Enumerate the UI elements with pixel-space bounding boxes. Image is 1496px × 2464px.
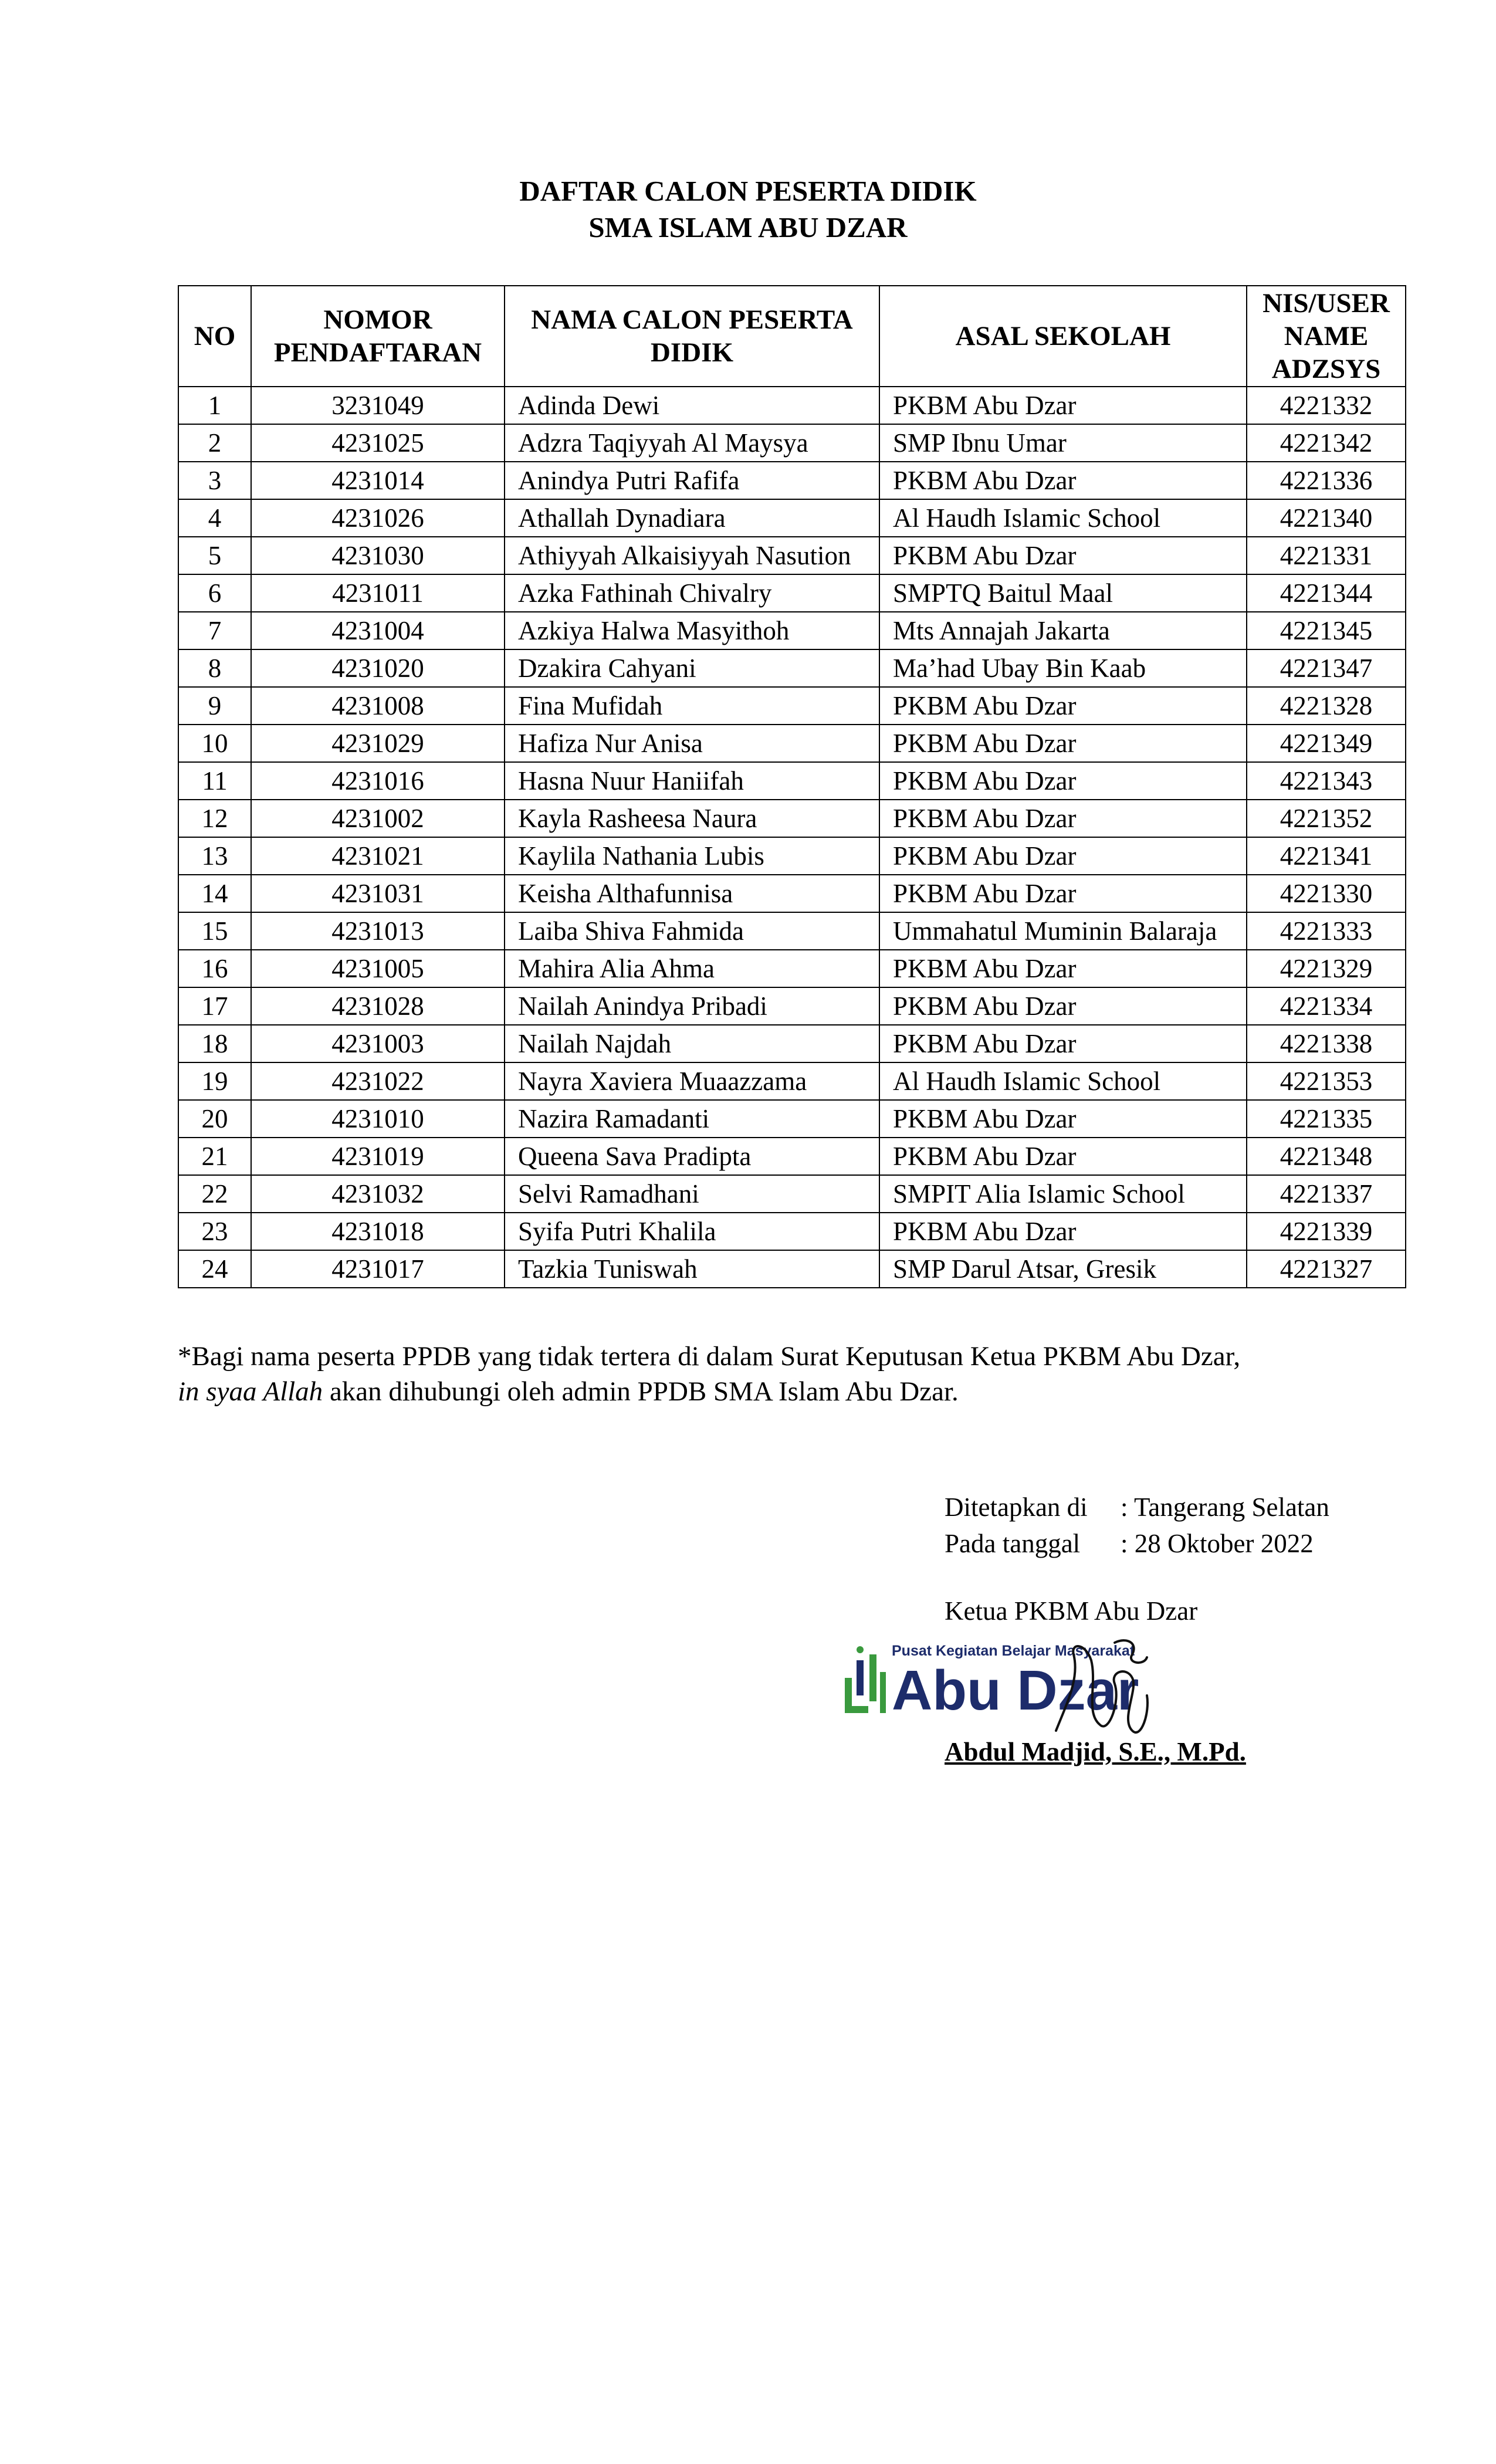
cell-origin-school: SMPTQ Baitul Maal [879,574,1247,612]
footnote-line-2 [178,1374,1439,1409]
place-label: Ditetapkan di [945,1492,1088,1522]
table-row [178,912,1406,950]
cell-origin-school: PKBM Abu Dzar [879,987,1247,1025]
title-line-1: DAFTAR CALON PESERTA DIDIK [519,175,977,207]
cell-student-name: Laiba Shiva Fahmida [505,912,879,950]
cell-no: 23 [178,1213,251,1250]
cell-student-name: Athallah Dynadiara [505,499,879,537]
footnote [178,1339,1439,1409]
table-row [178,424,1406,462]
cell-student-name: Hasna Nuur Haniifah [505,762,879,800]
cell-origin-school: SMP Darul Atsar, Gresik [879,1250,1247,1288]
table-row [178,612,1406,649]
cell-student-name: Keisha Althafunnisa [505,875,879,912]
cell-origin-school: PKBM Abu Dzar [879,837,1247,875]
cell-origin-school: PKBM Abu Dzar [879,1025,1247,1062]
cell-registration-number: 4231022 [251,1062,505,1100]
date-row [945,1525,1329,1562]
cell-no: 2 [178,424,251,462]
cell-origin-school: PKBM Abu Dzar [879,1138,1247,1175]
cell-nis: 4221347 [1247,649,1406,687]
cell-no: 10 [178,725,251,762]
cell-registration-number: 4231028 [251,987,505,1025]
cell-student-name: Azkiya Halwa Masyithoh [505,612,879,649]
cell-origin-school: PKBM Abu Dzar [879,462,1247,499]
logo-subtitle: Pusat Kegiatan Belajar Masyarakat [892,1643,1135,1659]
table-header-row [178,286,1406,387]
cell-origin-school: PKBM Abu Dzar [879,687,1247,725]
cell-nis: 4221328 [1247,687,1406,725]
cell-registration-number: 4231010 [251,1100,505,1138]
cell-nis: 4221341 [1247,837,1406,875]
cell-origin-school: Mts Annajah Jakarta [879,612,1247,649]
table-row [178,837,1406,875]
cell-registration-number: 4231016 [251,762,505,800]
table-row [178,537,1406,574]
footnote-italic: in syaa Allah [178,1376,323,1407]
cell-registration-number: 4231019 [251,1138,505,1175]
cell-student-name: Athiyyah Alkaisiyyah Nasution [505,537,879,574]
table-row [178,499,1406,537]
cell-no: 4 [178,499,251,537]
logo-brand: Abu Dzar [892,1659,1139,1722]
table-row [178,462,1406,499]
cell-registration-number: 4231008 [251,687,505,725]
cell-nis: 4221353 [1247,1062,1406,1100]
cell-student-name: Selvi Ramadhani [505,1175,879,1213]
decree-details [945,1489,1329,1562]
header-no: NO [178,286,251,387]
cell-origin-school: PKBM Abu Dzar [879,950,1247,987]
signer-role: Ketua PKBM Abu Dzar [945,1596,1198,1626]
cell-no: 15 [178,912,251,950]
cell-student-name: Kaylila Nathania Lubis [505,837,879,875]
table-row [178,387,1406,424]
cell-no: 7 [178,612,251,649]
cell-student-name: Nailah Najdah [505,1025,879,1062]
cell-registration-number: 4231031 [251,875,505,912]
cell-registration-number: 4231030 [251,537,505,574]
footnote-line-1: *Bagi nama peserta PPDB yang tidak tertera di dalam Surat Keputusan Ketua PKBM Abu Dzar, [178,1341,1241,1372]
table-body [178,387,1406,1288]
table-row [178,875,1406,912]
cell-nis: 4221333 [1247,912,1406,950]
table-row [178,1175,1406,1213]
cell-no: 16 [178,950,251,987]
student-table [178,285,1406,1288]
header-nis: NIS/USER NAME ADZSYS [1247,286,1406,387]
cell-registration-number: 4231029 [251,725,505,762]
cell-nis: 4221344 [1247,574,1406,612]
header-registration-number: NOMOR PENDAFTARAN [251,286,505,387]
table-row [178,1100,1406,1138]
cell-no: 13 [178,837,251,875]
handwritten-signature [1044,1631,1162,1748]
cell-registration-number: 4231020 [251,649,505,687]
cell-student-name: Azka Fathinah Chivalry [505,574,879,612]
cell-nis: 4221348 [1247,1138,1406,1175]
table-row [178,1250,1406,1288]
cell-student-name: Nazira Ramadanti [505,1100,879,1138]
table-row [178,950,1406,987]
cell-nis: 4221340 [1247,499,1406,537]
signer-name: Abdul Madjid, S.E., M.Pd. [945,1737,1246,1766]
cell-nis: 4221334 [1247,987,1406,1025]
cell-origin-school: PKBM Abu Dzar [879,387,1247,424]
cell-student-name: Adinda Dewi [505,387,879,424]
cell-origin-school: PKBM Abu Dzar [879,800,1247,837]
cell-no: 20 [178,1100,251,1138]
table-row [178,1138,1406,1175]
cell-nis: 4221336 [1247,462,1406,499]
cell-registration-number: 4231025 [251,424,505,462]
cell-student-name: Kayla Rasheesa Naura [505,800,879,837]
cell-no: 24 [178,1250,251,1288]
table-row [178,1213,1406,1250]
cell-student-name: Nayra Xaviera Muaazzama [505,1062,879,1100]
header-origin-school: ASAL SEKOLAH [879,286,1247,387]
cell-student-name: Tazkia Tuniswah [505,1250,879,1288]
cell-nis: 4221327 [1247,1250,1406,1288]
table-row [178,649,1406,687]
footnote-rest: akan dihubungi oleh admin PPDB SMA Islam Abu Dzar. [323,1376,959,1407]
cell-origin-school: Al Haudh Islamic School [879,1062,1247,1100]
cell-nis: 4221349 [1247,725,1406,762]
table-row [178,725,1406,762]
cell-no: 18 [178,1025,251,1062]
cell-student-name: Queena Sava Pradipta [505,1138,879,1175]
cell-registration-number: 4231017 [251,1250,505,1288]
cell-no: 22 [178,1175,251,1213]
cell-no: 17 [178,987,251,1025]
cell-registration-number: 4231005 [251,950,505,987]
cell-student-name: Dzakira Cahyani [505,649,879,687]
cell-student-name: Adzra Taqiyyah Al Maysya [505,424,879,462]
table-row [178,762,1406,800]
cell-origin-school: Ma’had Ubay Bin Kaab [879,649,1247,687]
cell-origin-school: PKBM Abu Dzar [879,725,1247,762]
cell-no: 1 [178,387,251,424]
cell-registration-number: 4231011 [251,574,505,612]
cell-no: 3 [178,462,251,499]
cell-nis: 4221339 [1247,1213,1406,1250]
cell-no: 19 [178,1062,251,1100]
cell-registration-number: 4231014 [251,462,505,499]
cell-nis: 4221342 [1247,424,1406,462]
cell-no: 12 [178,800,251,837]
cell-no: 11 [178,762,251,800]
cell-student-name: Anindya Putri Rafifa [505,462,879,499]
place-row [945,1489,1329,1525]
cell-origin-school: PKBM Abu Dzar [879,537,1247,574]
cell-student-name: Syifa Putri Khalila [505,1213,879,1250]
cell-no: 8 [178,649,251,687]
cell-origin-school: Ummahatul Muminin Balaraja [879,912,1247,950]
cell-registration-number: 4231003 [251,1025,505,1062]
date-value: : 28 Oktober 2022 [1121,1529,1314,1558]
cell-origin-school: PKBM Abu Dzar [879,875,1247,912]
cell-registration-number: 4231032 [251,1175,505,1213]
date-label: Pada tanggal [945,1529,1081,1558]
cell-nis: 4221337 [1247,1175,1406,1213]
table-row [178,987,1406,1025]
cell-origin-school: SMP Ibnu Umar [879,424,1247,462]
cell-student-name: Fina Mufidah [505,687,879,725]
table-row [178,687,1406,725]
cell-nis: 4221343 [1247,762,1406,800]
cell-origin-school: Al Haudh Islamic School [879,499,1247,537]
cell-no: 6 [178,574,251,612]
cell-registration-number: 4231004 [251,612,505,649]
cell-nis: 4221345 [1247,612,1406,649]
cell-registration-number: 4231026 [251,499,505,537]
cell-no: 9 [178,687,251,725]
cell-registration-number: 4231018 [251,1213,505,1250]
cell-no: 14 [178,875,251,912]
cell-nis: 4221332 [1247,387,1406,424]
cell-origin-school: PKBM Abu Dzar [879,1213,1247,1250]
header-student-name: NAMA CALON PESERTA DIDIK [505,286,879,387]
document-title [0,173,1496,246]
cell-nis: 4221331 [1247,537,1406,574]
table-row [178,1025,1406,1062]
cell-origin-school: PKBM Abu Dzar [879,762,1247,800]
cell-student-name: Mahira Alia Ahma [505,950,879,987]
table-row [178,574,1406,612]
place-value: : Tangerang Selatan [1121,1492,1329,1522]
title-line-2: SMA ISLAM ABU DZAR [588,211,908,243]
cell-nis: 4221338 [1247,1025,1406,1062]
cell-nis: 4221352 [1247,800,1406,837]
cell-origin-school: PKBM Abu Dzar [879,1100,1247,1138]
cell-student-name: Hafiza Nur Anisa [505,725,879,762]
cell-nis: 4221330 [1247,875,1406,912]
table-row [178,800,1406,837]
cell-registration-number: 4231021 [251,837,505,875]
cell-nis: 4221335 [1247,1100,1406,1138]
cell-registration-number: 3231049 [251,387,505,424]
table-row [178,1062,1406,1100]
cell-student-name: Nailah Anindya Pribadi [505,987,879,1025]
cell-no: 5 [178,537,251,574]
cell-no: 21 [178,1138,251,1175]
cell-origin-school: SMPIT Alia Islamic School [879,1175,1247,1213]
cell-registration-number: 4231013 [251,912,505,950]
cell-nis: 4221329 [1247,950,1406,987]
cell-registration-number: 4231002 [251,800,505,837]
